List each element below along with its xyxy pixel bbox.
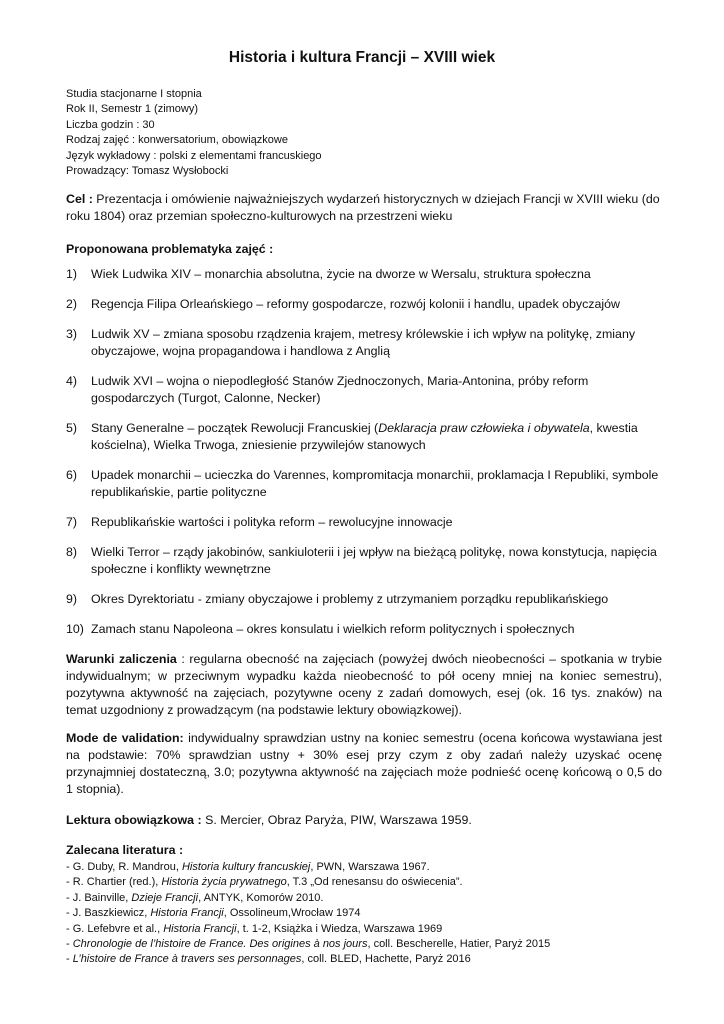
- conditions-label: Warunki zaliczenia: [66, 652, 177, 666]
- list-item: [66, 922, 662, 937]
- list-item: [66, 514, 662, 531]
- ref-prefix: - G. Lefebvre et al.,: [66, 922, 164, 935]
- list-item: [66, 952, 662, 967]
- required-reading-text: S. Mercier, Obraz Paryża, PIW, Warszawa 1959.: [201, 813, 472, 827]
- topic-italic-title: Deklaracja praw człowieka i obywatela: [378, 421, 590, 435]
- topic-number: 8): [66, 545, 78, 559]
- topic-number: 4): [66, 374, 78, 388]
- topic-text: Zamach stanu Napoleona – okres konsulatu i wielkich reform politycznych i społecznych: [91, 622, 575, 636]
- document-body: [66, 191, 662, 968]
- meta-hours: Liczba godzin : 30: [66, 118, 155, 131]
- validation-label: Mode de validation:: [66, 731, 184, 745]
- course-goal-label: Cel :: [66, 192, 93, 206]
- ref-prefix: -: [66, 953, 73, 966]
- topic-text: Ludwik XVI – wojna o niepodległość Stanów Zjednoczonych, Maria-Antonina, próby reform gospodarczych (Turgot, Calonne, Necker): [91, 374, 589, 405]
- ref-suffix: , coll. BLED, Hachette, Paryż 2016: [301, 953, 471, 966]
- topics-heading: Proponowana problematyka zajęć :: [66, 242, 274, 256]
- ref-title: Historia Francji: [150, 907, 224, 920]
- meta-year-semester: Rok II, Semestr 1 (zimowy): [66, 103, 199, 116]
- ref-suffix: , t. 1-2, Książka i Wiedza, Warszawa 1969: [236, 922, 443, 935]
- topics-list: [66, 266, 662, 638]
- list-item: [66, 860, 662, 875]
- topic-text: Wiek Ludwika XIV – monarchia absolutna, życie na dworze w Wersalu, struktura społeczna: [91, 267, 591, 281]
- ref-title: Historia życia prywatnego: [161, 876, 287, 889]
- ref-title: Dzieje Francji: [131, 891, 199, 904]
- ref-prefix: -: [66, 938, 73, 951]
- required-reading-label: Lektura obowiązkowa :: [66, 813, 202, 827]
- completion-conditions: [66, 651, 662, 719]
- topic-number: 1): [66, 267, 78, 281]
- list-item: [66, 591, 662, 608]
- page-title: Historia i kultura Francji – XVIII wiek: [228, 49, 496, 66]
- ref-prefix: - G. Duby, R. Mandrou,: [66, 861, 182, 873]
- list-item: [66, 891, 662, 906]
- topic-text: Regencja Filipa Orleańskiego – reformy gospodarcze, rozwój kolonii i handlu, upadek obyczajów: [91, 297, 620, 311]
- meta-instructor: Prowadzący: Tomasz Wysłobocki: [66, 165, 229, 178]
- ref-suffix: , ANTYK, Komorów 2010.: [198, 891, 324, 904]
- list-item: [66, 326, 662, 360]
- topic-text: Republikańskie wartości i polityka reform – rewolucyjne innowacje: [91, 515, 453, 529]
- list-item: [66, 420, 662, 454]
- required-reading: [66, 812, 662, 829]
- ref-suffix: , T.3 „Od renesansu do oświecenia”.: [286, 876, 463, 889]
- ref-prefix: - J. Baszkiewicz,: [66, 907, 151, 920]
- topic-text-after: , kwestia kościelna), Wielka Trwoga, zniesienie przywilejów stanowych: [91, 421, 638, 452]
- topic-text: Ludwik XV – zmiana sposobu rządzenia krajem, metresy królewskie i ich wpływ na politykę, zmiany obyczajowe, wojna propagandowa i handlowa z Anglią: [91, 327, 636, 358]
- list-item: [66, 875, 662, 890]
- topic-number: 3): [66, 327, 78, 341]
- topic-number: 6): [66, 468, 78, 482]
- topic-text: Okres Dyrektoriatu - zmiany obyczajowe i problemy z utrzymaniem porządku republikańskiego: [91, 592, 609, 606]
- ref-prefix: - J. Bainville,: [66, 891, 132, 904]
- ref-title: Chronologie de l’histoire de France. Des origines à nos jours: [72, 938, 368, 951]
- ref-suffix: , coll. Bescherelle, Hatier, Paryż 2015: [367, 938, 551, 951]
- topic-number: 9): [66, 592, 78, 606]
- topic-text: Wielki Terror – rządy jakobinów, sankiuloterii i jej wpływ na bieżącą politykę, nowa konstytucja, napięcia społeczne i konflikty wewnętrzne: [91, 545, 657, 576]
- ref-title: L’histoire de France à travers ses personnages: [72, 953, 302, 966]
- list-item: [66, 373, 662, 407]
- validation-mode: [66, 730, 662, 798]
- course-goal: [66, 191, 662, 225]
- conditions-text: : regularna obecność na zajęciach (powyżej dwóch nieobecności – spotkania w trybie indywidualnym; w przeciwnym wypadku każda nieobecność to pół oceny mniej na koniec semestru), pozytywna aktywność na zajęciach, pozytywne oceny z zadań domowych, esej (ok. 16 tys. znaków) na temat uzgodniony z prowadzącym (na podstawie lektury obowiązkowej).: [66, 652, 662, 717]
- validation-text: indywidualny sprawdzian ustny na koniec semestru (ocena końcowa wystawiana jest na podstawie: 70% sprawdzian ustny + 30% esej przy czym z oby zadań należy uzyskać ocenę przynajmniej dostateczną, 3.0; pozytywna aktywność na zajęciach może podnieść ocenę końcową o 0,5 do 1 stopnia).: [66, 731, 663, 796]
- meta-study-mode: Studia stacjonarne I stopnia: [66, 88, 202, 100]
- recommended-heading: Zalecana literatura :: [66, 843, 184, 857]
- ref-suffix: , PWN, Warszawa 1967.: [310, 861, 430, 873]
- list-item: [66, 544, 662, 578]
- list-item: [66, 906, 662, 921]
- topic-number: 2): [66, 297, 78, 311]
- ref-title: Historia Francji: [163, 922, 237, 935]
- topic-number: 7): [66, 515, 78, 529]
- ref-prefix: - R. Chartier (red.),: [66, 876, 162, 889]
- topic-text: Upadek monarchii – ucieczka do Varennes, kompromitacja monarchii, proklamacja I Republiki, symbole republikańskie, partie polityczne: [91, 468, 659, 499]
- list-item: [66, 467, 662, 501]
- meta-class-type: Rodzaj zajęć : konwersatorium, obowiązkowe: [66, 134, 288, 147]
- ref-title: Historia kultury francuskiej: [181, 861, 311, 873]
- topic-text-before: Stany Generalne – początek Rewolucji Francuskiej (: [91, 421, 379, 435]
- topic-number: 10): [66, 622, 84, 636]
- course-goal-text: Prezentacja i omówienie najważniejszych wydarzeń historycznych w dziejach Francji w XVIII wieku (do roku 1804) oraz przemian społeczno-kulturowych na przestrzeni wieku: [66, 192, 660, 223]
- course-meta: [66, 87, 322, 179]
- list-item: [66, 266, 662, 283]
- list-item: [66, 296, 662, 313]
- recommended-list: [66, 860, 662, 968]
- topic-number: 5): [66, 421, 78, 435]
- list-item: [66, 621, 662, 638]
- meta-language: Język wykładowy : polski z elementami francuskiego: [66, 149, 322, 162]
- ref-suffix: , Ossolineum,Wrocław 1974: [223, 907, 361, 920]
- list-item: [66, 937, 662, 952]
